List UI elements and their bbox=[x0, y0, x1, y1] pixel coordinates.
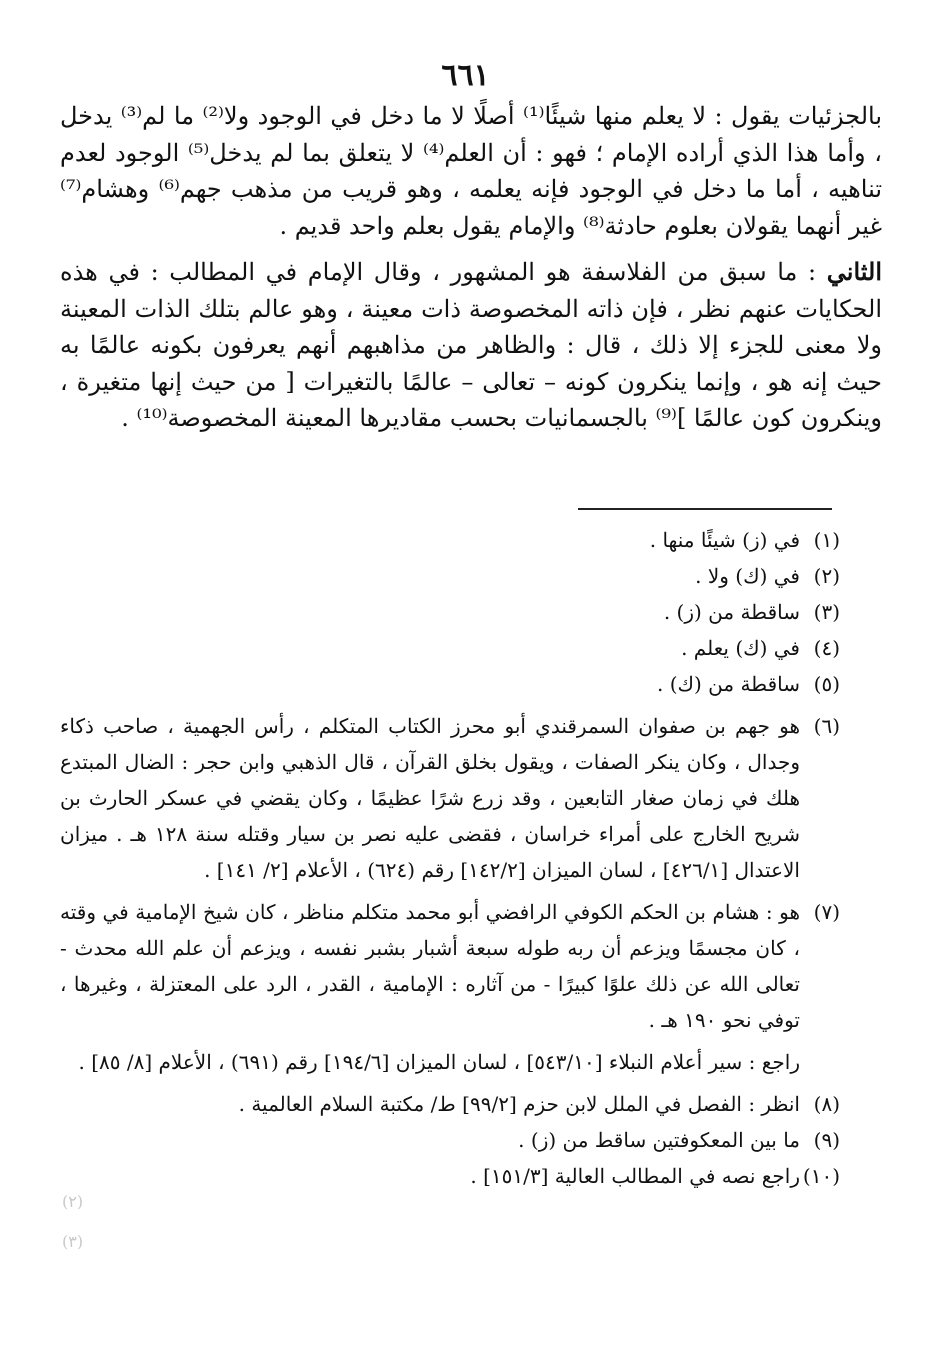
footnote-number: (٤) bbox=[813, 636, 840, 660]
paragraph-2-lead: الثاني bbox=[826, 257, 882, 286]
footnote-6 bbox=[60, 708, 840, 888]
footnote-1 bbox=[60, 522, 840, 558]
footnote-text: ما بين المعكوفتين ساقط من (ز) . bbox=[518, 1128, 800, 1152]
footnote-divider bbox=[578, 508, 832, 510]
footnotes bbox=[60, 522, 840, 1194]
footnote-number: (٣) bbox=[813, 600, 840, 624]
footnote-8 bbox=[60, 1086, 840, 1122]
footnote-text: هو جهم بن صفوان السمرقندي أبو محرز الكتاب المتكلم ، رأس الجهمية ، صاحب ذكاء وجدال ، وكان ينكر الصفات ، ويقول بخلق القرآن ، قال الذهبي وابن حجر : الضال المبتدع هلك في زمان صغار التابعين ، وقد زرع شرًا عظيمًا ، وكان يقضي في عسكر الحارث بن شريح الخارج على أمراء خراسان ، فقضى عليه نصر بن سيار وقتله سنة ١٢٨ هـ . ميزان الاعتدال [٤٢٦/١] ، لسان الميزان [١٤٢/٢] رقم (٦٢٤) ، الأعلام [٢/ ١٤١] . bbox=[60, 714, 800, 882]
footnote-3 bbox=[60, 594, 840, 630]
main-text bbox=[60, 98, 882, 437]
footnote-text: انظر : الفصل في الملل لابن حزم [٩٩/٢] ط/ مكتبة السلام العالمية . bbox=[238, 1092, 800, 1116]
paragraph-2-text: : ما سبق من الفلاسفة هو المشهور ، وقال الإمام في المطالب : في هذه الحكايات عنهم نظر ، فإن ذاته المخصوصة ذات معينة ، وهو عالم بتلك الذات المعينة ولا معنى للجزء إلا ذلك ، قال : والظاهر من مذاهبهم أنهم يعرفون بكونه عالمًا به حيث إنه هو ، وإنما ينكرون كونه – تعالى – عالمًا بالتغيرات [ من حيث إنها متغيرة ، وينكرون كون عالمًا ]⁽⁹⁾ بالجسمانيات بحسب مقاديرها المعينة المخصوصة⁽¹⁰⁾ . bbox=[60, 258, 882, 432]
paragraph-2 bbox=[60, 254, 882, 437]
page-number: ٦٦١ bbox=[441, 58, 490, 93]
footnote-text: في (ك) ولا . bbox=[695, 564, 800, 588]
footnote-9 bbox=[60, 1122, 840, 1158]
paragraph-1: بالجزئيات يقول : لا يعلم منها شيئًا⁽¹⁾ أصلًا لا ما دخل في الوجود ولا⁽²⁾ ما لم⁽³⁾ يدخل ، وأما هذا الذي أراده الإمام ؛ فهو : أن العلم⁽⁴⁾ لا يتعلق بما لم يدخل⁽⁵⁾ الوجود لعدم تناهيه ، أما ما دخل في الوجود فإنه يعلمه ، وهو قريب من مذهب جهم⁽⁶⁾ وهشام⁽⁷⁾ غير أنهما يقولان بعلوم حادثة⁽⁸⁾ والإمام يقول بعلم واحد قديم . bbox=[60, 102, 882, 240]
footnote-number: (٦) bbox=[813, 714, 840, 738]
footnote-4 bbox=[60, 630, 840, 666]
footnote-10 bbox=[60, 1158, 840, 1194]
footnote-7-continuation: راجع : سير أعلام النبلاء [٥٤٣/١٠] ، لسان الميزان [١٩٤/٦] رقم (٦٩١) ، الأعلام [٨/ ٨٥] . bbox=[78, 1050, 800, 1074]
footnote-text: هو : هشام بن الحكم الكوفي الرافضي أبو محمد متكلم مناظر ، كان شيخ الإمامية في وقته ، كان مجسمًا ويزعم أن ربه طوله سبعة أشبار بشبر نفسه ، ويزعم أن علم الله محدث - تعالى الله عن ذلك علوًا كبيرًا - من آثاره : الإمامية ، القدر ، الرد على المعتزلة ، وغيرها ، توفي نحو ١٩٠ هـ . bbox=[60, 900, 800, 1032]
footnote-2 bbox=[60, 558, 840, 594]
faded-margin-mark: (٢) bbox=[62, 1192, 84, 1211]
footnote-number: (٨) bbox=[813, 1092, 840, 1116]
footnote-number: (٧) bbox=[813, 900, 840, 924]
footnote-text: في (ك) يعلم . bbox=[681, 636, 800, 660]
footnote-text: ساقطة من (ز) . bbox=[663, 600, 800, 624]
footnote-text: في (ز) شيئًا منها . bbox=[649, 528, 800, 552]
footnote-text: راجع نصه في المطالب العالية [١٥١/٣] . bbox=[470, 1164, 800, 1188]
footnote-number: (٩) bbox=[813, 1128, 840, 1152]
footnote-number: (٢) bbox=[813, 564, 840, 588]
footnote-number: (٥) bbox=[813, 672, 840, 696]
footnote-text: ساقطة من (ك) . bbox=[657, 672, 800, 696]
footnote-5 bbox=[60, 666, 840, 702]
footnote-7 bbox=[60, 894, 840, 1038]
footnote-number: (١) bbox=[813, 528, 840, 552]
faded-margin-mark: (٣) bbox=[62, 1232, 84, 1251]
footnote-number: (١٠) bbox=[802, 1164, 840, 1188]
